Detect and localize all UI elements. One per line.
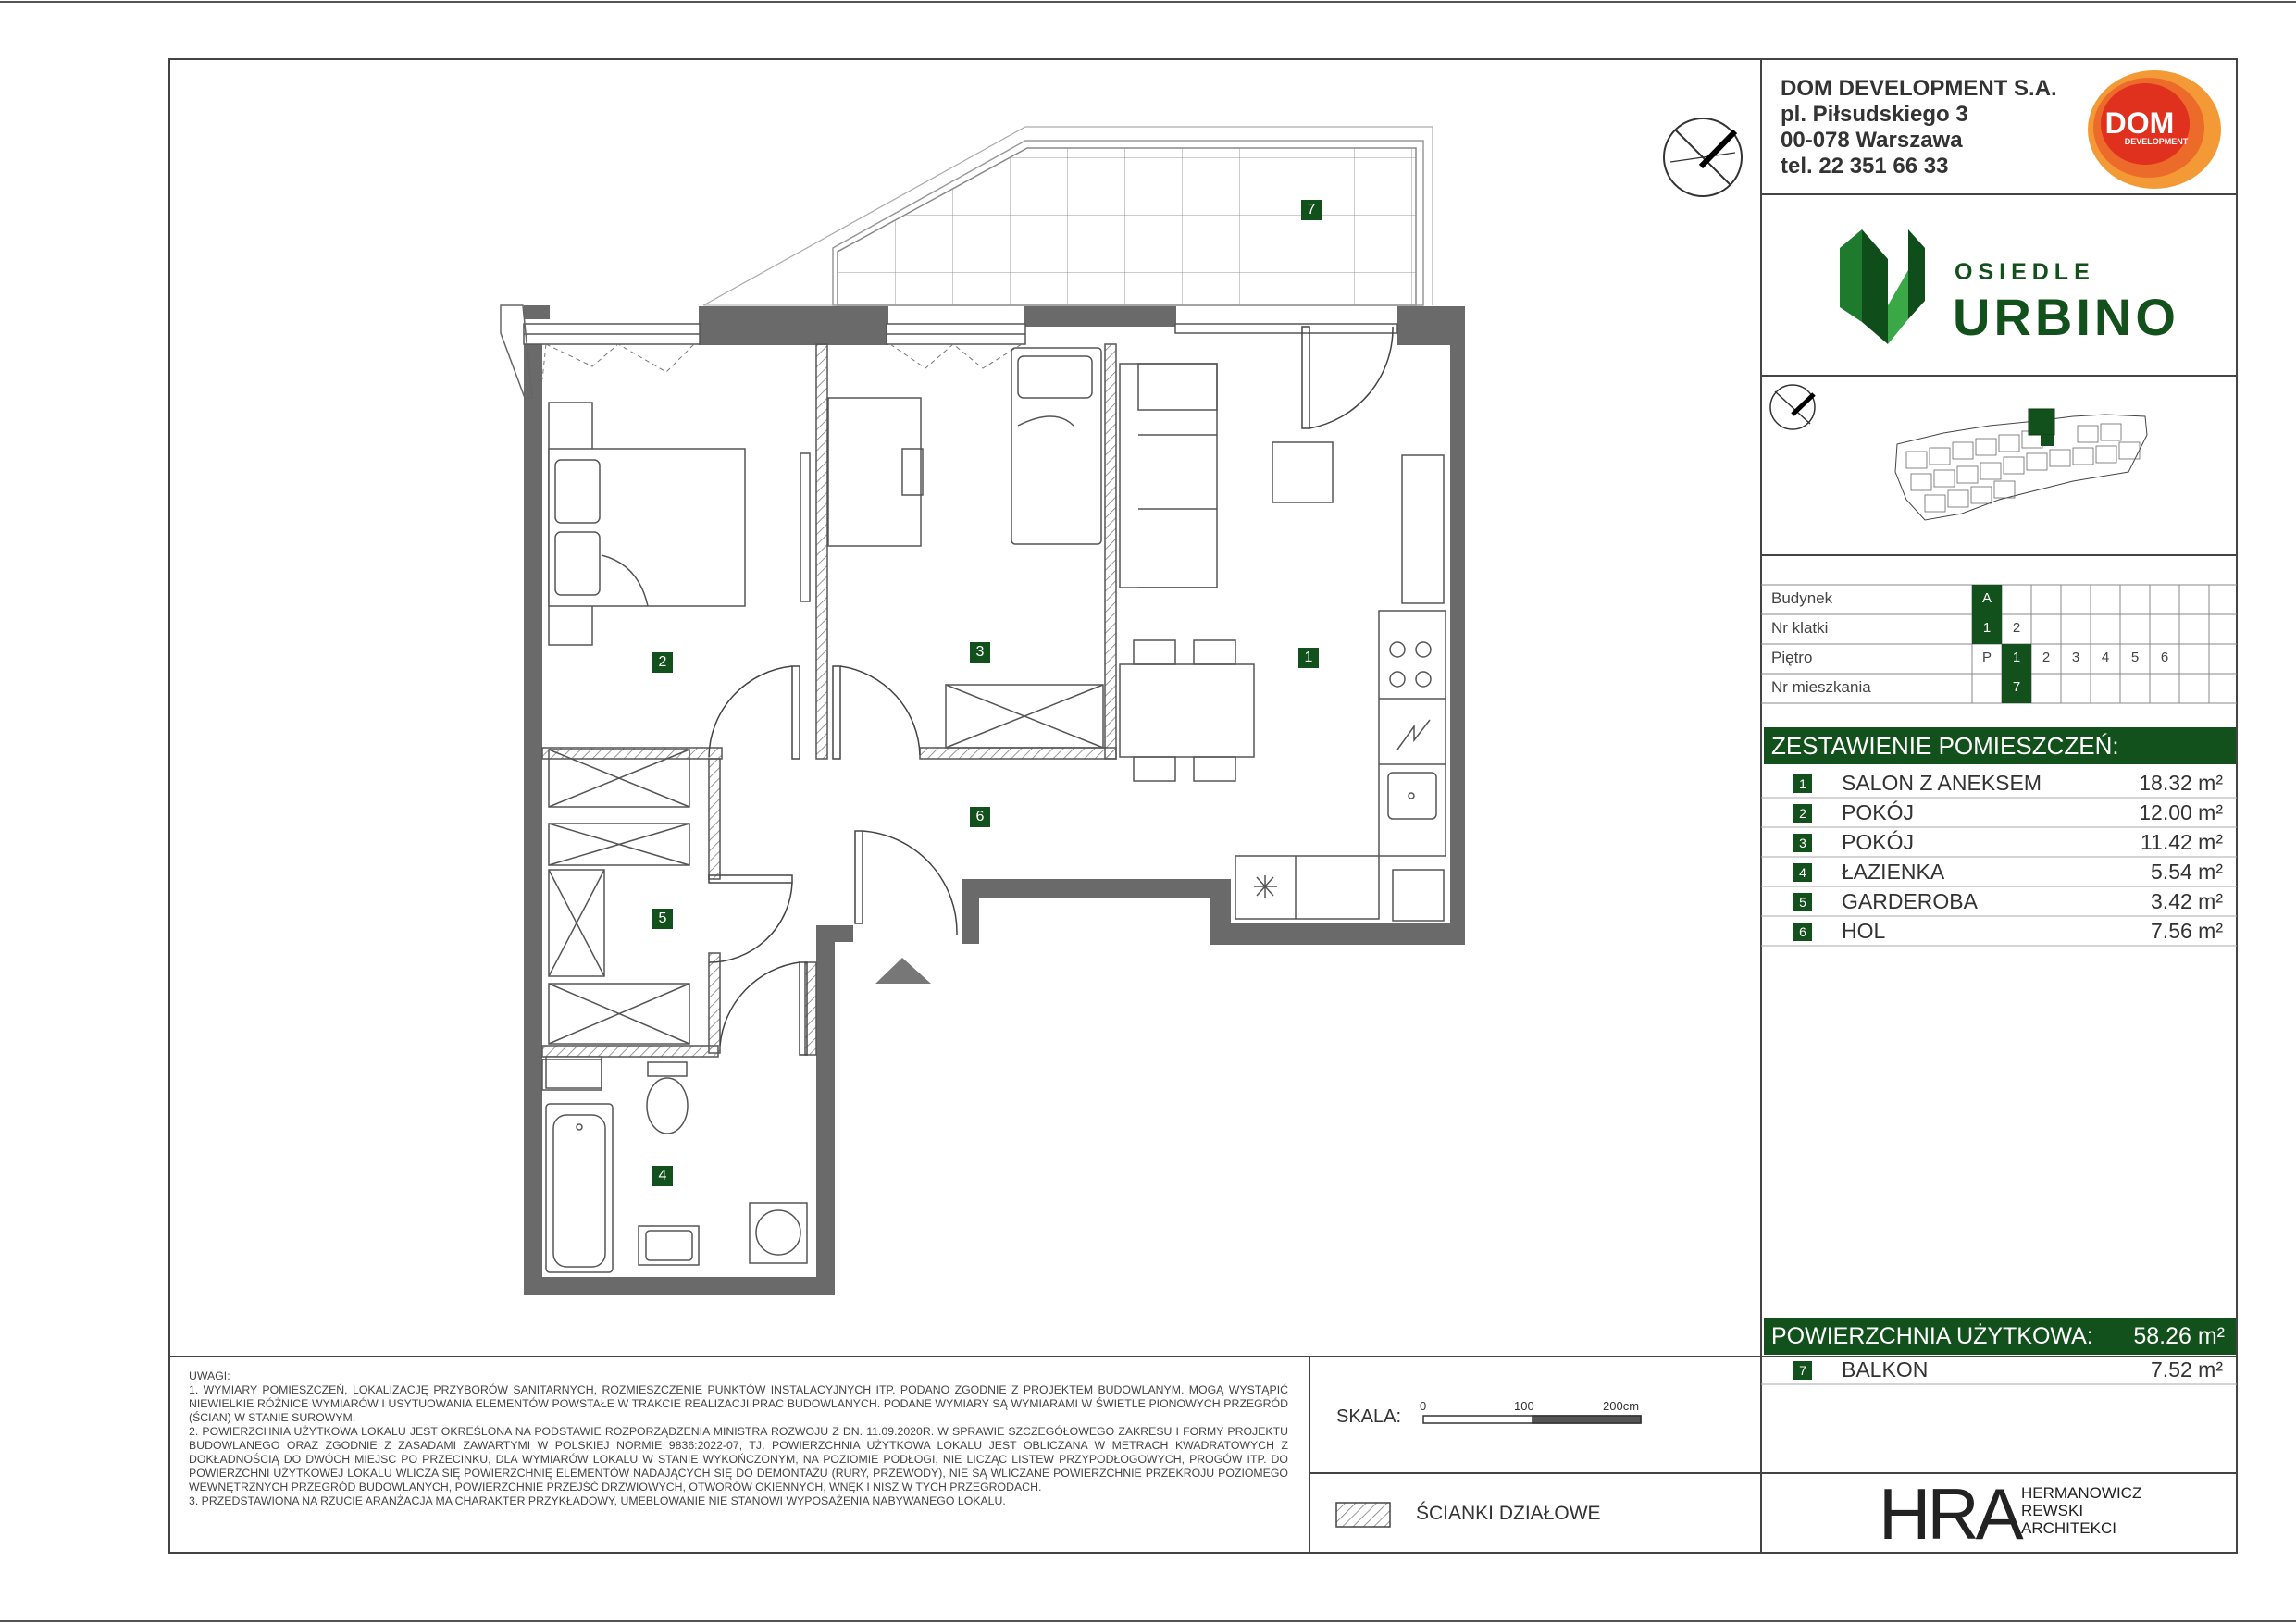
windows (501, 305, 1397, 398)
room-area: 12.00 m² (2139, 800, 2223, 824)
room-row (1764, 917, 2236, 946)
notes-title: UWAGI: (189, 1369, 230, 1382)
room-row (1764, 887, 2236, 916)
scale-tick-0: 0 (1420, 1399, 1427, 1413)
key-plan (1895, 409, 2147, 520)
usable-area-bar (1764, 1318, 2236, 1355)
north-arrow (1664, 118, 1742, 196)
room-area: 11.42 m² (2140, 830, 2223, 854)
apartment-label: Nr mieszkania (1771, 678, 1871, 696)
urbino-logo-mark (1840, 229, 1925, 344)
plan-label-7: 7 (1301, 200, 1322, 220)
project-subtitle: OSIEDLE (1955, 259, 2095, 285)
room-row (1764, 828, 2236, 857)
plan-label-1: 1 (1298, 648, 1319, 668)
room-number: 2 (1793, 804, 1812, 823)
room-name: SALON Z ANEKSEM (1842, 771, 2042, 795)
plan-label-6: 6 (970, 807, 990, 827)
room-area: 18.32 m² (2139, 771, 2223, 795)
company-info (1781, 76, 2057, 180)
floor-5: 5 (2130, 650, 2140, 665)
plan-label-3: 3 (970, 642, 990, 663)
scale-tick-100: 100 (1514, 1399, 1534, 1413)
room-row (1764, 769, 2236, 798)
note-item: 1. WYMIARY POMIESZCZEŃ, LOKALIZACJĘ PRZYBORÓW SANITARNYCH, ROZMIESZCZENIE PUNKTÓW INSTALACYJNYCH ITP. PODANO ZGODNIE Z PROJEKTEM BUDOWLANYM. MOGĄ WYSTĄPIĆ NIEWIELKIE RÓŻNICE WYMIARÓW I USYTUOWANIA ELEMENTÓW POWSTAŁE W TRAKCIE REALIZACJI PRAC BUDOWLANYCH. PODANE WYMIARY SĄ WYMIARAMI W ŚWIETLE PIONOWYCH PRZEGRÓD (ŚCIAN) W STANIE SUROWYM. (189, 1383, 1288, 1424)
floor-label: Piętro (1771, 649, 1813, 666)
plan-label-4: 4 (652, 1166, 673, 1186)
floor-3: 3 (2071, 650, 2080, 665)
scale-bar (1423, 1416, 1641, 1423)
room-name: POKÓJ (1842, 800, 1914, 824)
logo-dom-text: DOM (2104, 106, 2175, 140)
room-number: 3 (1793, 834, 1812, 852)
balcony (703, 127, 1433, 305)
company-city: 00-078 Warszawa (1781, 128, 1963, 153)
room-area: 3.42 m² (2151, 889, 2223, 913)
window-swing-lines (542, 344, 1022, 379)
architect-line-1: HERMANOWICZ (2021, 1484, 2142, 1502)
entrance-marker (875, 958, 931, 984)
architect-name (2021, 1484, 2141, 1537)
company-name: DOM DEVELOPMENT S.A. (1781, 76, 2057, 101)
building-label: Budynek (1771, 589, 1833, 607)
scale-label: SKALA: (1336, 1406, 1402, 1427)
room-name: POKÓJ (1842, 830, 1914, 854)
furniture (542, 348, 1446, 1272)
legend-hatch-swatch (1336, 1503, 1390, 1527)
room-name: GARDEROBA (1842, 889, 1978, 913)
rooms-title: ZESTAWIENIE POMIESZCZEŃ: (1764, 727, 2236, 764)
hra-logo: HRA (1879, 1473, 2020, 1555)
note-item: 2. POWIERZCHNIA UŻYTKOWA LOKALU JEST OKREŚLONA NA PODSTAWIE ROZPORZĄDZENIA MINISTRA ROZWOJU Z DN. 11.09.2020R. W SPRAWIE SZCZEGÓŁOWEGO ZAKRESU I FORMY PROJEKTU BUDOWLANEGO ORAZ ZGODNIE Z ZASADAMI ZAWARTYMI W POLSKIEJ NORMIE 9836:2022-07, TJ. POWIERZCHNIA UŻYTKOWA LOKALU JEST OBLICZANA W METRACH KWADRATOWYCH Z DOKŁADNOŚCIĄ DO DWÓCH MIEJSC PO PRZECINKU, DLA WYMIARÓW LOKALU W STANIE WYKOŃCZONYM, NA POZIOMIE PODŁOGI, NIE LICZĄC LISTEW PRZYPODŁOGOWYCH, PROGÓW ITP. DO POWIERZCHNI UŻYTKOWEJ LOKALU WLICZA SIĘ POWIERZCHNIĘ ELEMENTÓW NADAJĄCYCH SIĘ DO DEMONTAŻU (RURY, PRZEWODY), NIE SĄ WLICZANE POWIERZCHNIE PRZEKROJU POZIOMEGO WEWNĘTRZNYCH PRZEGRÓD BUDOWLANYCH, POWIERZCHNIE PRZEJŚĆ DRZWIOWYCH, OTWORÓW OKIENNYCH, WNĘK I NISZ W TYCH PRZEGRODACH. (189, 1425, 1288, 1493)
plan-label-2: 2 (652, 652, 673, 673)
building-value: A (1981, 590, 1992, 606)
company-phone: tel. 22 351 66 33 (1781, 154, 1949, 179)
floor-2: 2 (2042, 650, 2051, 665)
room-area: 7.52 m² (2151, 1357, 2223, 1381)
room-number: 7 (1793, 1361, 1812, 1380)
room-area: 7.56 m² (2151, 919, 2223, 943)
architect-line-2: REWSKI (2021, 1502, 2084, 1519)
room-row (1764, 799, 2236, 827)
floor-p: P (1981, 650, 1992, 665)
balcony-row (1764, 1356, 2236, 1384)
company-street: pl. Piłsudskiego 3 (1781, 102, 1968, 127)
notes (189, 1369, 1288, 1508)
room-number: 5 (1793, 893, 1812, 911)
room-name: BALKON (1842, 1357, 1929, 1381)
project-title: URBINO (1953, 288, 2179, 346)
dom-development-logo (2088, 70, 2221, 189)
logo-development-text: DEVELOPMENT (2124, 137, 2189, 146)
room-number: 6 (1793, 923, 1812, 941)
staircase-2: 2 (2012, 620, 2021, 636)
plan-label-5: 5 (652, 909, 673, 929)
legend-partition-walls: ŚCIANKI DZIAŁOWE (1416, 1503, 1601, 1524)
room-area: 5.54 m² (2151, 860, 2223, 884)
doors (709, 327, 1393, 1055)
room-number: 1 (1793, 774, 1812, 793)
key-plan-north-arrow (1770, 385, 1815, 429)
room-number: 4 (1793, 863, 1812, 882)
room-name: ŁAZIENKA (1842, 860, 1945, 884)
architect-line-3: ARCHITEKCI (2021, 1519, 2116, 1537)
room-name: HOL (1842, 919, 1886, 943)
apartment-value: 7 (2012, 679, 2021, 695)
floor-4: 4 (2101, 650, 2110, 665)
room-row (1764, 858, 2236, 886)
usable-area-label: POWIERZCHNIA UŻYTKOWA: (1771, 1323, 2093, 1349)
staircase-label: Nr klatki (1771, 619, 1829, 637)
floor-6: 6 (2160, 650, 2169, 665)
usable-area-value: 58.26 m² (2133, 1323, 2225, 1349)
note-item: 3. PRZEDSTAWIONA NA RZUCIE ARANŻACJA MA CHARAKTER PRZYKŁADOWY, UMEBLOWANIE NIE STANOWI WYPOSAŻENIA NABYWANEGO LOKALU. (189, 1494, 1006, 1507)
floor-1: 1 (2012, 650, 2021, 665)
staircase-1: 1 (1982, 620, 1992, 636)
scale-tick-200: 200cm (1603, 1399, 1640, 1413)
